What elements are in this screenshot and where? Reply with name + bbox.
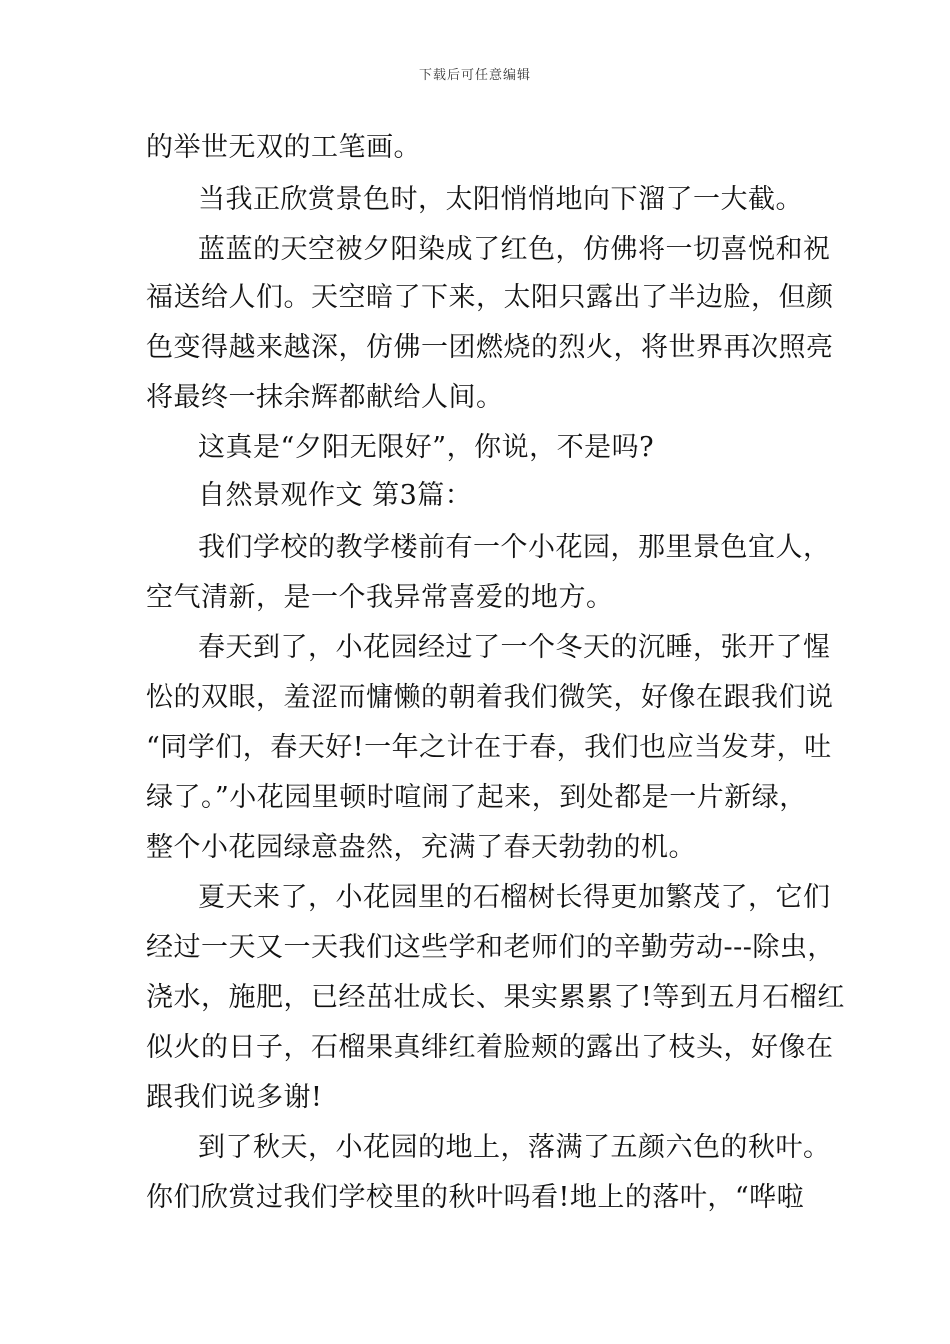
- text-line: 这真是“夕阳无限好”，你说，不是吗?: [198, 432, 655, 463]
- text-line: 你们欣赏过我们学校里的秋叶吗看!地上的落叶，“哗啦: [146, 1182, 805, 1213]
- text-line: 到了秋天，小花园的地上，落满了五颜六色的秋叶。: [198, 1132, 831, 1163]
- text-line: 当我正欣赏景色时，太阳悄悄地向下溜了一大截。: [198, 184, 803, 215]
- text-line: 将最终一抹余辉都献给人间。: [146, 382, 504, 413]
- text-line: 似火的日子，石榴果真绯红着脸颊的露出了枝头，好像在: [146, 1032, 834, 1063]
- text-line: 蓝蓝的天空被夕阳染成了红色，仿佛将一切喜悦和祝: [198, 234, 831, 265]
- text-line: 绿了。”小花园里顿时喧闹了起来，到处都是一片新绿，: [146, 782, 807, 813]
- text-line: 色变得越来越深，仿佛一团燃烧的烈火，将世界再次照亮: [146, 332, 834, 363]
- text-line: “同学们，春天好!一年之计在于春，我们也应当发芽，吐: [146, 732, 832, 763]
- text-line: 整个小花园绿意盎然，充满了春天勃勃的机。: [146, 832, 696, 863]
- page-header: 下载后可任意编辑: [418, 68, 531, 83]
- text-line: 经过一天又一天我们这些学和老师们的辛勤劳动---除虫，: [146, 932, 835, 963]
- text-line: 忪的双眼，羞涩而慵懒的朝着我们微笑，好像在跟我们说: [146, 682, 834, 713]
- text-line: 跟我们说多谢!: [146, 1082, 323, 1113]
- text-line: 我们学校的教学楼前有一个小花园，那里景色宜人，: [198, 532, 831, 563]
- text-line: 夏天来了，小花园里的石榴树长得更加繁茂了，它们: [198, 882, 831, 913]
- text-line: 福送给人们。天空暗了下来，太阳只露出了半边脸，但颜: [146, 282, 834, 313]
- text-line: 春天到了，小花园经过了一个冬天的沉睡，张开了惺: [198, 632, 831, 663]
- text-line: 的举世无双的工笔画。: [146, 132, 421, 163]
- section-heading: 自然景观作文 第3篇：: [198, 480, 473, 511]
- text-line: 浇水，施肥，已经茁壮成长、果实累累了!等到五月石榴红: [146, 982, 845, 1013]
- text-line: 空气清新，是一个我异常喜爱的地方。: [146, 582, 614, 613]
